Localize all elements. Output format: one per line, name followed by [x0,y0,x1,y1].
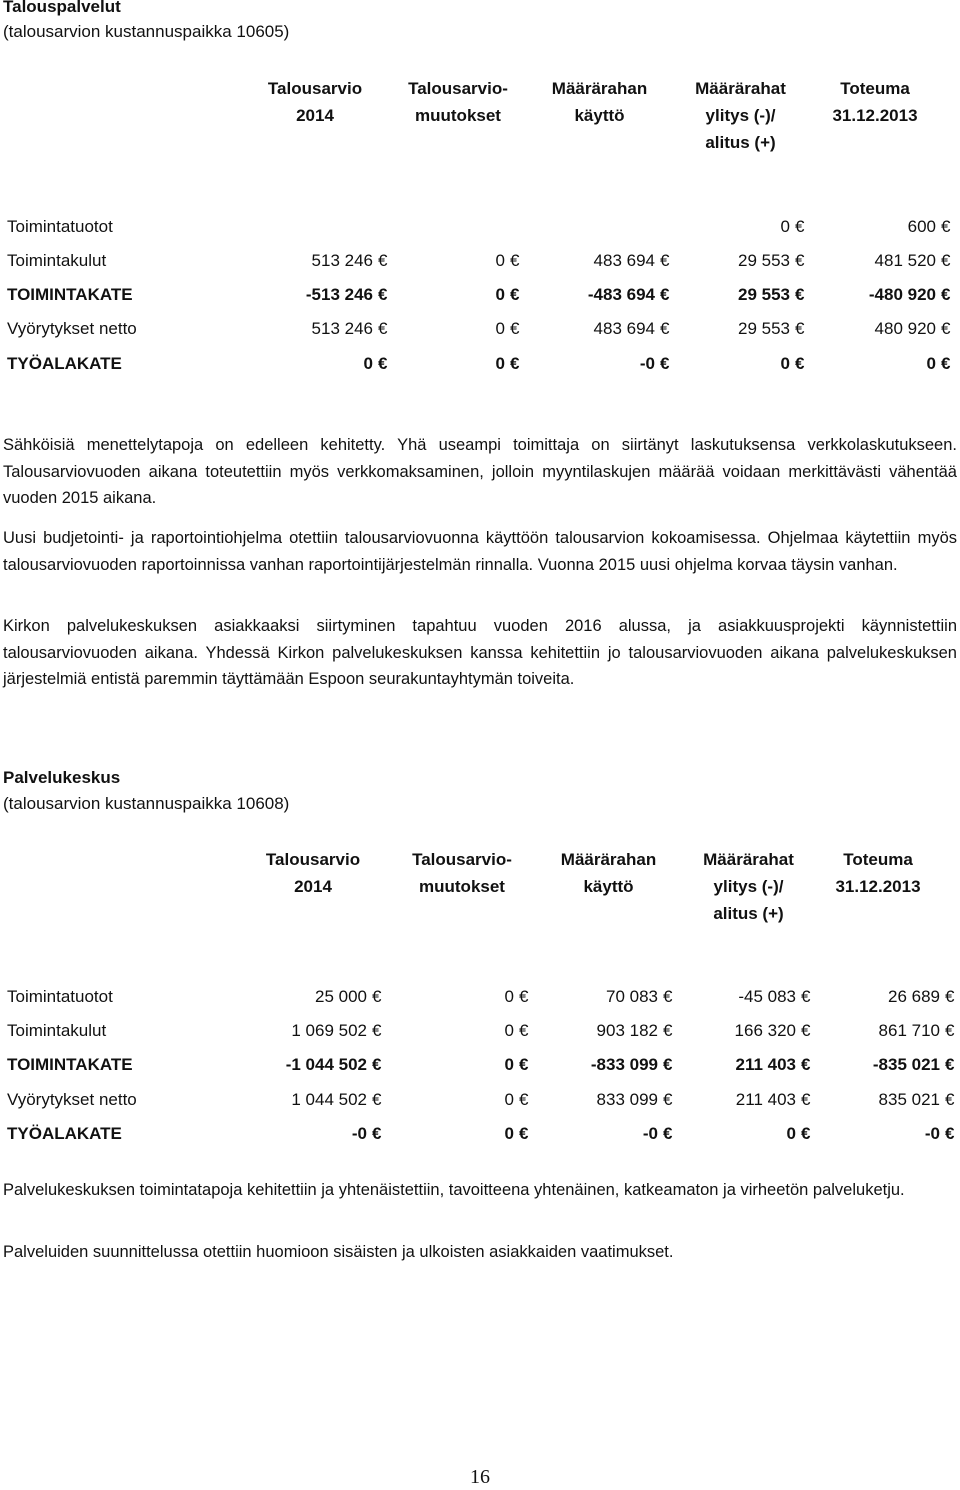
currency-symbol: € [660,251,670,270]
currency-symbol: € [660,285,670,304]
cell-value: 0 [504,1055,514,1074]
section-subtitle: (talousarvion kustannuspaikka 10605) [3,22,290,41]
currency-symbol: € [663,1021,673,1040]
cell-value: -1 044 502 [285,1055,367,1074]
cell-value: 483 694 [593,319,655,338]
header-overrun-underrun: Määrärahat ylitys (-)/ alitus (+) [703,850,794,923]
cell-value: -45 083 [738,987,796,1006]
currency-symbol: € [941,251,951,270]
currency-symbol: € [945,1055,955,1074]
header-appropriation-use: Määrärahan käyttö [560,850,657,896]
row-label: Toimintatuotot [7,987,113,1006]
cell-value: -0 [642,1124,658,1143]
currency-symbol: € [510,354,520,373]
cell-value: 0 [495,285,505,304]
cell-value: 29 553 [738,319,790,338]
paragraph: Sähköisiä menettelytapoja on edelleen kehitetty. Yhä useampi toimittaja on siirtänyt laskutuksensa verkkolaskutukseen. Talousarviovuoden aikana toteutettiin myös verkkomaksaminen, jolloin myyntilaskujen määrää voidaan merkittävästi vähentää vuoden 2015 aikana. [3,436,957,507]
currency-symbol: € [378,251,388,270]
cell-value: 26 689 [888,987,940,1006]
cell-value: 25 000 [315,987,367,1006]
paragraph: Palveluiden suunnittelussa otettiin huomioon sisäisten ja ulkoisten asiakkaiden vaatimukset. [3,1243,674,1261]
currency-symbol: € [519,987,529,1006]
row-label: TYÖALAKATE [7,354,122,373]
cell-value: 0 [504,1124,514,1143]
currency-symbol: € [801,987,811,1006]
currency-symbol: € [795,285,805,304]
cell-value: 513 246 [311,319,373,338]
section-title: Palvelukeskus [3,768,121,787]
cell-value: 29 553 [738,251,790,270]
cell-value: -0 [351,1124,367,1143]
currency-symbol: € [663,1055,673,1074]
currency-symbol: € [941,285,951,304]
row-label: Vyörytykset netto [7,319,137,338]
header-budget-changes: Talousarvio- muutokset [412,850,512,896]
cell-value: 513 246 [311,251,373,270]
cell-value: 0 [504,987,514,1006]
currency-symbol: € [510,251,520,270]
header-overrun-underrun: Määrärahat ylitys (-)/ alitus (+) [695,79,786,152]
currency-symbol: € [519,1021,529,1040]
table-row [0,1090,960,1120]
paragraph: Kirkon palvelukeskuksen asiakkaaksi siirtyminen tapahtuu vuoden 2016 alussa, ja asiakkuusprojekti käynnistettiin talousarviovuoden aikana. Yhdessä Kirkon palvelukeskuksen kanssa kehitettiin jo talousarviovuoden aikana palvelukeskuksen järjestelmiä entistä paremmin täyttämään Espoon seurakuntayhtymän toiveita. [3,617,957,688]
section-subtitle: (talousarvion kustannuspaikka 10608) [3,794,290,813]
table-row [0,1021,960,1051]
currency-symbol: € [660,354,670,373]
currency-symbol: € [378,285,388,304]
currency-symbol: € [519,1124,529,1143]
currency-symbol: € [945,987,955,1006]
currency-symbol: € [378,354,388,373]
cell-value: 480 920 [874,319,936,338]
cell-value: 0 [504,1090,514,1109]
page-number: 16 [470,1466,490,1488]
header-actual-2013: Toteuma 31.12.2013 [835,850,921,896]
cell-value: 0 [495,319,505,338]
currency-symbol: € [795,319,805,338]
row-label: TYÖALAKATE [7,1124,122,1143]
row-label: Toimintakulut [7,251,107,270]
currency-symbol: € [801,1124,811,1143]
cell-value: 0 [504,1021,514,1040]
currency-symbol: € [372,1090,382,1109]
currency-symbol: € [945,1124,955,1143]
currency-symbol: € [510,319,520,338]
paragraph: Uusi budjetointi- ja raportointiohjelma otettiin talousarviovuonna käyttöön talousarvion kokoamisessa. Ohjelmaa käytettiin myös talousarviovuoden raportoinnissa vanhan raportointijärjestelmän rinnalla. Vuonna 2015 uusi ohjelma korvaa täysin vanhan. [3,529,957,574]
currency-symbol: € [660,319,670,338]
table-row [0,319,960,349]
currency-symbol: € [663,1124,673,1143]
currency-symbol: € [663,1090,673,1109]
cell-value: -480 920 [868,285,936,304]
currency-symbol: € [801,1090,811,1109]
row-label: Vyörytykset netto [7,1090,137,1109]
cell-value: 0 [363,354,373,373]
header-budget-2014: Talousarvio 2014 [267,79,363,125]
header-appropriation-use: Määrärahan käyttö [551,79,648,125]
currency-symbol: € [941,354,951,373]
currency-symbol: € [795,354,805,373]
cell-value: 903 182 [596,1021,658,1040]
row-label: TOIMINTAKATE [7,285,133,304]
cell-value: 481 520 [874,251,936,270]
cell-value: 211 403 [735,1055,796,1074]
currency-symbol: € [795,251,805,270]
cell-value: 70 083 [606,987,658,1006]
paragraph: Palvelukeskuksen toimintatapoja kehitettiin ja yhtenäistettiin, tavoitteena yhtenäinen, katkeamaton ja virheetön palveluketju. [3,1181,905,1199]
cell-value: 483 694 [593,251,655,270]
cell-value: 1 069 502 [291,1021,367,1040]
currency-symbol: € [372,1124,382,1143]
section-title: Talouspalvelut [3,0,121,16]
currency-symbol: € [801,1055,811,1074]
cell-value: -833 099 [590,1055,658,1074]
cell-value: -0 [924,1124,940,1143]
currency-symbol: € [941,217,951,236]
currency-symbol: € [372,1055,382,1074]
table-row [0,285,960,315]
cell-value: 0 [780,217,790,236]
currency-symbol: € [663,987,673,1006]
cell-value: 166 320 [734,1021,796,1040]
cell-value: 211 403 [735,1090,796,1109]
currency-symbol: € [941,319,951,338]
cell-value: 0 [495,354,505,373]
currency-symbol: € [510,285,520,304]
cell-value: -483 694 [587,285,655,304]
currency-symbol: € [519,1055,529,1074]
cell-value: -513 246 [305,285,373,304]
row-label: Toimintatuotot [7,217,113,236]
table-row [0,1124,960,1154]
row-label: TOIMINTAKATE [7,1055,133,1074]
currency-symbol: € [372,1021,382,1040]
cell-value: 835 021 [878,1090,940,1109]
cell-value: 1 044 502 [291,1090,367,1109]
cell-value: 29 553 [738,285,790,304]
header-budget-2014: Talousarvio 2014 [265,850,361,896]
currency-symbol: € [795,217,805,236]
cell-value: 0 [786,1124,796,1143]
cell-value: 861 710 [878,1021,940,1040]
currency-symbol: € [801,1021,811,1040]
cell-value: 833 099 [596,1090,658,1109]
cell-value: 600 [907,217,936,236]
table-row [0,987,960,1017]
cell-value: -835 021 [872,1055,940,1074]
row-label: Toimintakulut [7,1021,107,1040]
cell-value: -0 [639,354,655,373]
table-row [0,1055,960,1085]
currency-symbol: € [519,1090,529,1109]
cell-value: 0 [780,354,790,373]
currency-symbol: € [945,1021,955,1040]
table-row [0,217,960,247]
table-row [0,251,960,281]
header-actual-2013: Toteuma 31.12.2013 [832,79,918,125]
currency-symbol: € [378,319,388,338]
header-budget-changes: Talousarvio- muutokset [408,79,508,125]
currency-symbol: € [372,987,382,1006]
table-row [0,354,960,384]
currency-symbol: € [945,1090,955,1109]
cell-value: 0 [926,354,936,373]
cell-value: 0 [495,251,505,270]
